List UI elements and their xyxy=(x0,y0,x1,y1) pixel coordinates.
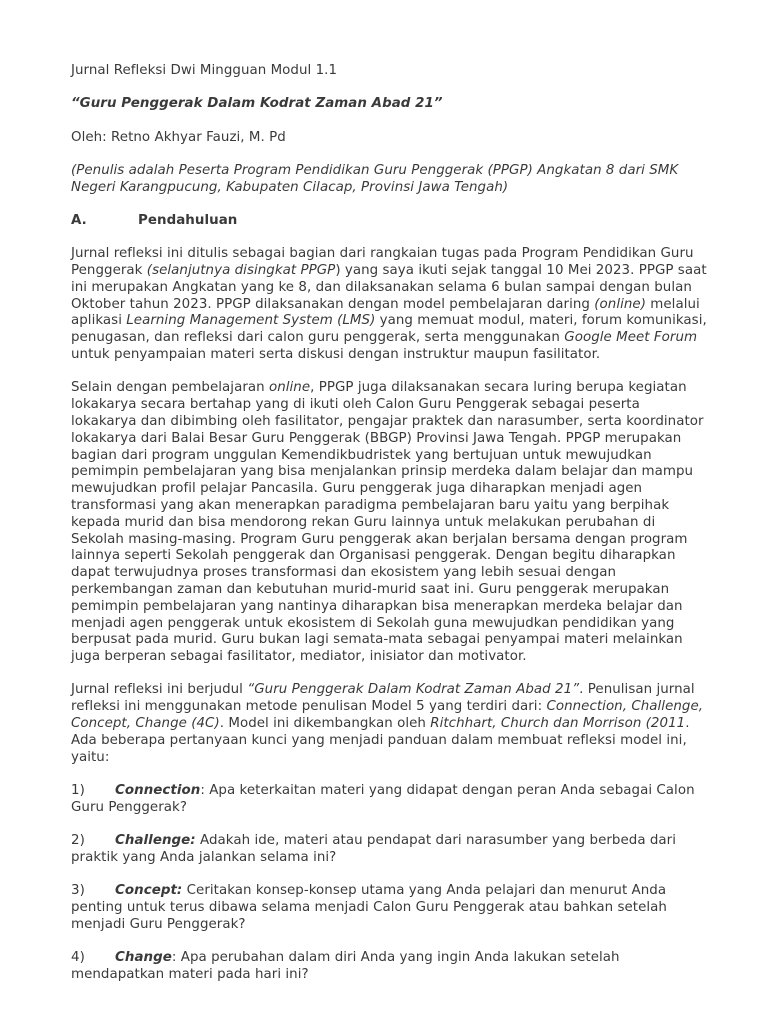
p3-text-e: . Model ini dikembangkan oleh xyxy=(219,716,431,731)
paragraph-1 xyxy=(71,246,707,364)
question-text: : Apa keterkaitan materi yang didapat dengan peran Anda sebagai Calon Guru Penggerak? xyxy=(71,782,695,815)
question-item xyxy=(71,833,707,867)
section-title: Pendahuluan xyxy=(138,212,238,228)
p3-text-d: Connection, Challenge, Concept, Change (4C) xyxy=(71,699,704,731)
document-title: Jurnal Refleksi Dwi Mingguan Modul 1.1 xyxy=(71,63,338,78)
p3-text-c: . Penulisan jurnal refleksi ini menggunakan metode penulisan Model 5 yang terdiri dari: xyxy=(71,682,695,715)
p1-text-i: untuk penyampaian materi serta diskusi dengan instruktur maupun fasilitator. xyxy=(71,347,601,363)
question-number: 4) xyxy=(71,949,85,965)
p3-text-g: . Ada beberapa pertanyaan kunci yang menjadi panduan dalam membuat refleksi model ini, yaitu: xyxy=(71,716,690,765)
document-page xyxy=(71,63,707,1000)
p2-text-b: online xyxy=(268,380,311,396)
question-term: Challenge: xyxy=(115,832,196,848)
question-term: Concept: xyxy=(115,883,183,899)
author-note: (Penulis adalah Peserta Program Pendidikan Guru Penggerak (PPGP) Angkatan 8 dari SMK Negeri Karangpucung, Kabupaten Cilacap, Provinsi Jawa Tengah) xyxy=(71,162,679,195)
question-item xyxy=(71,950,707,984)
p1-text-g: yang memuat modul, materi, forum komunikasi, penugasan, dan refleksi dari calon guru penggerak, serta menggunakan xyxy=(71,313,707,346)
question-item xyxy=(71,883,707,933)
question-number: 2) xyxy=(71,832,85,848)
p2-text-c: , PPGP juga dilaksanakan secara luring berupa kegiatan lokakarya secara bertahap yang di ikuti oleh Calon Guru Penggerak sebagai peserta lokakarya dan dibimbing oleh fasilitator, pengajar praktek dan narasumber, serta koordinator lokakarya dari Balai Besar Guru Penggerak (BBGP) Provinsi Jawa Tengah. PPGP merupakan bagian dari program unggulan Kemendikbudristek yang bertujuan untuk mewujudkan pemimpin pembelajaran yang bisa menjalankan prinsip merdeka dalam belajar dan mampu mewujudkan profil pelajar Pancasila. Guru penggerak juga diharapkan menjadi agen transformasi yang akan menerapkan paradigma pembelajaran baru yaitu yang berpihak kepada murid dan bisa mendorong rekan Guru lainnya untuk melakukan perubahan di Sekolah masing-masing. Program Guru penggerak akan berjalan bersama dengan program lainnya seperti Sekolah penggerak dan Organisasi penggerak. Dengan begitu diharapkan dapat terwujudnya proses transformasi dan ekosistem yang lebih sesuai dengan perkembangan zaman dan kebutuhan murid-murid saat ini. Guru penggerak merupakan pemimpin pembelajaran yang nantinya diharapkan bisa menerapkan merdeka belajar dan menjadi agen penggerak untuk ekosistem di Sekolah guna mewujudkan pendidikan yang berpusat pada murid. Guru bukan lagi semata-mata sebagai penyampai materi melainkan juga berperan sebagai fasilitator, mediator, inisiator dan motivator. xyxy=(71,380,704,665)
document-subtitle: “Guru Penggerak Dalam Kodrat Zaman Abad 21” xyxy=(71,96,443,112)
p1-text-h: Google Meet Forum xyxy=(564,330,698,346)
p1-text-f: Learning Management System (LMS) xyxy=(126,313,376,329)
p3-text-a: Jurnal refleksi ini berjudul xyxy=(71,682,248,698)
p1-text-e: melalui aplikasi xyxy=(71,296,700,329)
question-item xyxy=(71,783,707,817)
question-text: Adakah ide, materi atau pendapat dari narasumber yang berbeda dari praktik yang Anda jalankan selama ini? xyxy=(71,832,677,865)
question-term: Change xyxy=(115,949,172,965)
p1-text-d: (online) xyxy=(594,296,646,312)
question-number: 1) xyxy=(71,782,85,798)
paragraph-3 xyxy=(71,682,707,766)
section-heading xyxy=(71,213,707,230)
p3-text-b: “Guru Penggerak Dalam Kodrat Zaman Abad 21” xyxy=(247,682,580,698)
p2-text-a: Selain dengan pembelajaran xyxy=(71,380,269,396)
question-text: Ceritakan konsep-konsep utama yang Anda pelajari dan menurut Anda penting untuk terus dibawa selama menjadi Calon Guru Penggerak atau bahkan setelah menjadi Guru Penggerak? xyxy=(71,883,667,932)
p3-text-f: Ritchhart, Church dan Morrison (2011 xyxy=(430,716,686,731)
p1-text-c: ) yang saya ikuti sejak tanggal 10 Mei 2023. PPGP saat ini merupakan Angkatan yang ke 8, dan dilaksanakan selama 6 bulan sampai dengan bulan Oktober tahun 2023. PPGP dilaksanakan dengan model pembelajaran daring xyxy=(71,263,707,312)
question-term: Connection xyxy=(115,782,201,798)
author-line: Oleh: Retno Akhyar Fauzi, M. Pd xyxy=(71,129,286,145)
section-number: A. xyxy=(71,212,87,228)
paragraph-2 xyxy=(71,380,707,666)
question-number: 3) xyxy=(71,883,85,899)
p1-text-b: (selanjutnya disingkat PPGP xyxy=(146,263,336,279)
question-text: : Apa perubahan dalam diri Anda yang ingin Anda lakukan setelah mendapatkan materi pada hari ini? xyxy=(71,949,620,982)
p1-text-a: Jurnal refleksi ini ditulis sebagai bagian dari rangkaian tugas pada Program Pendidikan Guru Penggerak xyxy=(71,246,694,279)
